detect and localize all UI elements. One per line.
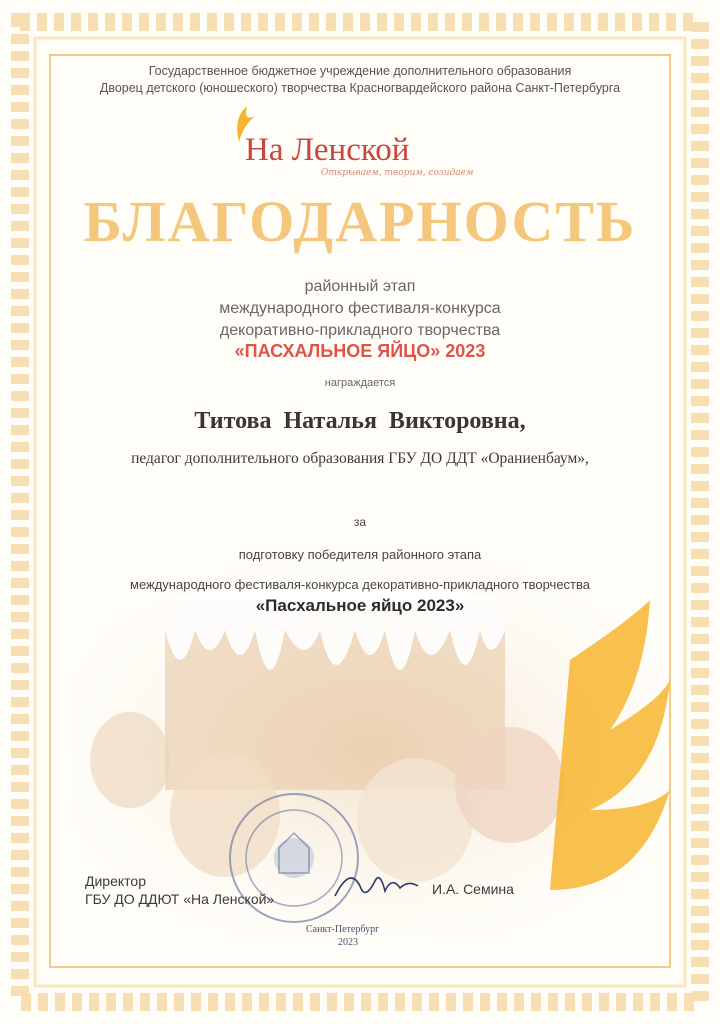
- seal-year: 2023: [338, 937, 358, 948]
- certificate-title: БЛАГОДАРНОСТЬ: [83, 189, 637, 254]
- recipient-position: педагог дополнительного образования ГБУ ДО ДДТ «Ораниенбаум»,: [131, 450, 589, 467]
- reason-contest-name: «Пасхальное яйцо 2023»: [255, 596, 465, 615]
- stage-line-3: декоративно-прикладного творчества: [219, 322, 501, 339]
- recipient-name: Титова Наталья Викторовна,: [194, 408, 526, 434]
- signatory-role-line-2: ГБУ ДО ДДЮТ «На Ленской»: [85, 891, 275, 907]
- reason-line-2: международного фестиваля-конкурса декоративно-прикладного творчества: [130, 577, 590, 592]
- contest-stage-description: [0, 276, 720, 342]
- institution-line-1: Государственное бюджетное учреждение дополнительного образования: [148, 64, 572, 78]
- official-seal-stamp: [227, 788, 362, 938]
- institution-header: [0, 63, 720, 97]
- reason-line-1: подготовку победителя районного этапа: [238, 547, 482, 562]
- contest-name: «ПАСХАЛЬНОЕ ЯЙЦО» 2023: [234, 341, 486, 361]
- institution-line-2: Дворец детского (юношеского) творчества Красногвардейского района Санкт-Петербурга: [99, 81, 621, 95]
- logo-name: На Ленской: [245, 132, 410, 168]
- awarded-label: награждается: [324, 377, 396, 389]
- signatory-role-line-1: Директор: [85, 873, 146, 889]
- seal-city: Санкт-Петербург: [306, 924, 380, 935]
- stage-line-1: районный этап: [304, 278, 416, 295]
- organization-logo: [235, 118, 495, 188]
- handwritten-signature: [330, 866, 420, 906]
- signatory-name: И.А. Семина: [432, 881, 514, 897]
- logo-tagline: Открываем, творим, созидаем: [321, 168, 474, 178]
- stage-line-2: международного фестиваля-конкурса: [219, 300, 501, 317]
- award-reason: [0, 540, 720, 600]
- signatory-role: [85, 872, 274, 908]
- for-label: за: [353, 515, 367, 529]
